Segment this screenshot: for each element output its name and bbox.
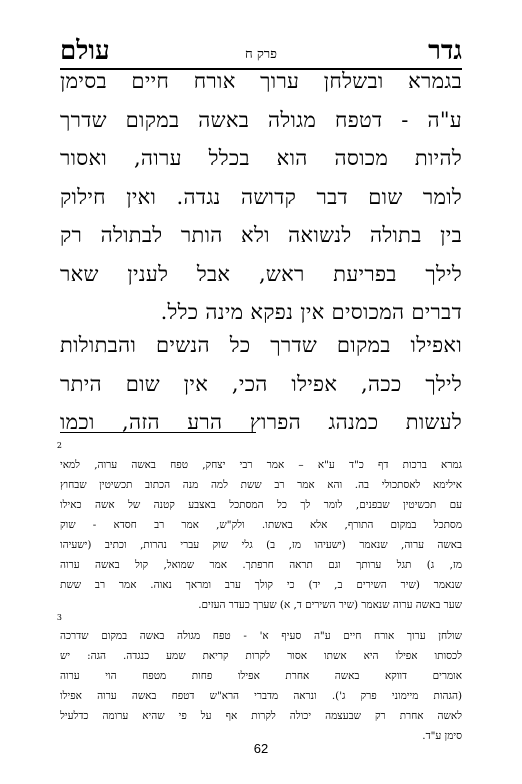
main-paragraph-2	[60, 326, 462, 442]
text-line: להיות מכוסה הוא בכלל ערוה, ואסור	[60, 146, 462, 170]
text-line: בין בתולה לנשואה ולא הותר לבתולה רק	[60, 223, 462, 247]
text-line: לומר שום דבר קדושה נגדה. ואין חילוק	[60, 184, 462, 209]
footnote-2	[60, 455, 462, 615]
text-line: בגמרא ובשלחן ערוך אורח חיים בסימן	[60, 69, 462, 93]
footnote-number: 2	[56, 441, 62, 450]
footnote-line: עם תכשיטין שבפנים, לומר לך כל המסתכל באצבע קטנה של אשה כאילו	[60, 499, 462, 511]
header-title-right: גדר	[428, 36, 462, 66]
footnote-line: שנאמר (שיר השירים ב, יד) כי קולך ערב ומראך נאוה. אמר רב ששת	[60, 579, 462, 591]
footnote-line: לאשה אחרת רק שבעצמה יכולה לקרות אף על פי שהיא ערומה כדלעיל	[60, 710, 462, 722]
text-line: ע"ה - דטפח מגולה באשה במקום שדרך	[60, 107, 462, 132]
header-chapter: פרק ח	[245, 47, 277, 62]
footnote-line: לכסותו אפילו היא אשתו אסור לקרות קריאת שמע כנגדה. הגה: יש	[60, 650, 462, 662]
text-line: לעשות כמנהג הפרוץ הרע הזה, וכמו	[60, 410, 462, 434]
footnote-line: מז, ג) תגל ערותך וגם תראה חרפתך. אמר שמואל, קול באשה ערוה	[60, 559, 462, 571]
footnote-line: גמרא ברכות דף כ"ד ע"א – אמר רבי יצחק, טפח באשה ערוה, למאי	[60, 459, 462, 471]
footnote-number: 3	[56, 613, 62, 622]
page-number: 62	[253, 741, 269, 756]
text-line: לילך ככה, אפילו הכי, אין שום היתר	[60, 371, 462, 396]
footnote-rule	[60, 432, 256, 433]
footnote-line: סימן ע"ד.	[422, 730, 462, 742]
header-title-left: עולם	[60, 36, 110, 66]
footnote-line: שער באשה ערוה שנאמר (שיר השירים ד, א) שערך כעדר העזים.	[198, 599, 462, 611]
text-line: דברים המכוסים אין נפקא מינה כלל.	[160, 300, 462, 324]
footnote-3	[60, 626, 462, 746]
footnote-line: אילימא לאסתכולי בה. והא אמר רב ששת למה מנה הכתוב תכשיטין שבחוץ	[60, 479, 462, 491]
footnote-line: (הגהות מיימוני פרק ג'). ונראה מדברי הרא"ש דטפח באשה ערוה אפילו	[60, 690, 462, 702]
footnote-line: מסתכל במקום התורף, אלא באשתו. ולק"ש, אמר רב חסדא - שוק	[60, 519, 462, 531]
main-paragraph-1	[60, 62, 462, 332]
text-line: לילך בפריעת ראש, אבל לענין שאר	[60, 261, 462, 286]
footnote-line: באשה ערוה, שנאמר (ישעיהו מז, ב) גלי שוק עברי נהרות, וכתיב (ישעיהו	[60, 539, 462, 551]
text-line: ואפילו במקום שדרך כל הנשים והבתולות	[60, 333, 462, 357]
footnote-line: שולחן ערוך אורח חיים ע"ה סעיף א' - טפח מגולה באשה במקום שדרכה	[60, 630, 462, 642]
footnote-line: אומרים דווקא באשה אחרת אפילו פחות מטפח הוי ערוה	[60, 670, 462, 682]
